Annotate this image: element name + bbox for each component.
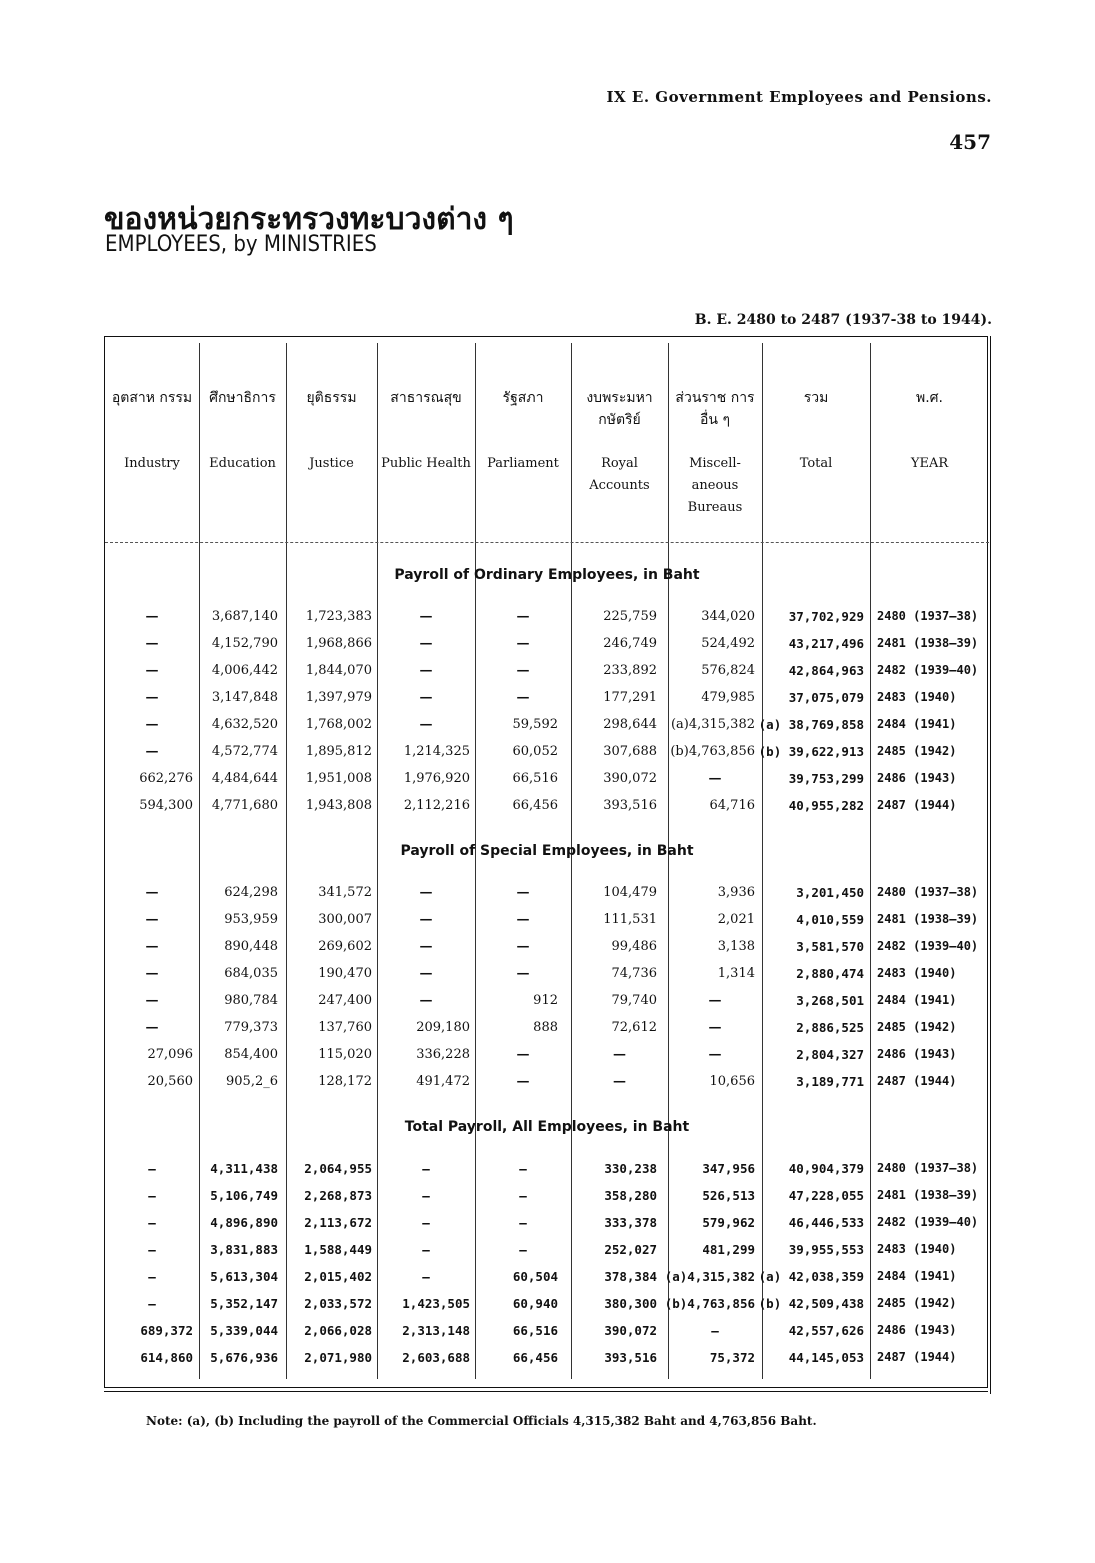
value-cell: 225,759: [603, 609, 657, 624]
value-cell: 2,268,873: [304, 1188, 372, 1203]
year-cell: 2486 (1943): [877, 771, 957, 785]
value-cell: 66,456: [512, 798, 558, 813]
value-cell: 779,373: [224, 1020, 278, 1035]
value-cell: 684,035: [224, 966, 278, 981]
table-row: [105, 1215, 989, 1239]
table-row: [105, 1296, 989, 1320]
value-cell: 3,687,140: [211, 609, 278, 624]
year-cell: 2486 (1943): [877, 1323, 957, 1337]
value-cell: 491,472: [416, 1074, 470, 1089]
value-cell: 104,479: [603, 885, 657, 900]
table-row: [105, 798, 989, 822]
value-cell: —: [516, 1074, 530, 1089]
section-title: Payroll of Ordinary Employees, in Baht: [394, 567, 700, 583]
value-cell: 479,985: [701, 690, 755, 705]
column-header-english: Justice: [309, 456, 354, 471]
column-header: [288, 387, 375, 475]
value-cell: 209,180: [416, 1020, 470, 1035]
value-cell: 912: [533, 993, 558, 1008]
value-cell: —: [145, 636, 159, 651]
value-cell: 854,400: [224, 1047, 278, 1062]
value-cell: 3,147,848: [211, 690, 278, 705]
table-row: [105, 663, 989, 687]
value-cell: —: [422, 1215, 430, 1230]
year-cell: 2484 (1941): [877, 1269, 957, 1283]
value-cell: —: [708, 771, 722, 786]
value-cell: 60,052: [512, 744, 558, 759]
value-cell: 524,492: [701, 636, 755, 651]
column-header-english: Miscell- aneous Bureaus: [687, 456, 743, 515]
column-header-thai: รัฐสภา: [502, 390, 544, 406]
value-cell: 1,951,008: [305, 771, 372, 786]
column-header-thai: งบพระมหา กษัตริย์: [586, 390, 653, 428]
value-cell: —: [419, 663, 433, 678]
value-cell: 74,736: [611, 966, 657, 981]
year-cell: 2483 (1940): [877, 1242, 957, 1256]
value-cell: (b)4,763,856: [670, 744, 755, 759]
table-row: [105, 885, 989, 909]
value-cell: —: [419, 939, 433, 954]
value-cell: 1,214,325: [403, 744, 470, 759]
column-header: [764, 387, 868, 475]
column-header-thai: ยุติธรรม: [306, 390, 357, 406]
value-cell: —: [516, 1047, 530, 1062]
value-cell: (b) 42,509,438: [758, 1296, 864, 1311]
value-cell: —: [708, 1020, 722, 1035]
value-cell: 252,027: [604, 1242, 657, 1257]
value-cell: 1,768,002: [305, 717, 372, 732]
value-cell: 72,612: [611, 1020, 657, 1035]
value-cell: 42,557,626: [788, 1323, 864, 1338]
value-cell: 1,588,449: [304, 1242, 372, 1257]
page-number: 457: [949, 130, 991, 154]
column-header-thai: ศึกษาธิการ: [209, 390, 276, 406]
value-cell: —: [516, 663, 530, 678]
value-cell: —: [419, 717, 433, 732]
value-cell: 300,007: [318, 912, 372, 927]
value-cell: 79,740: [611, 993, 657, 1008]
value-cell: 2,886,525: [796, 1020, 864, 1035]
column-header-thai: รวม: [803, 390, 829, 406]
year-cell: 2480 (1937–38): [877, 609, 979, 623]
value-cell: 44,145,053: [788, 1350, 864, 1365]
value-cell: 1,397,979: [305, 690, 372, 705]
value-cell: 307,688: [603, 744, 657, 759]
table-row: [105, 1047, 989, 1071]
value-cell: 4,484,644: [211, 771, 278, 786]
value-cell: 59,592: [512, 717, 558, 732]
value-cell: 3,268,501: [796, 993, 864, 1008]
year-cell: 2482 (1939–40): [877, 1215, 979, 1229]
column-header-thai: สาธารณสุข: [390, 390, 462, 406]
year-cell: 2481 (1938–39): [877, 636, 979, 650]
table-row: [105, 771, 989, 795]
table-double-rule-right: [990, 336, 991, 1394]
column-header: [107, 387, 197, 475]
value-cell: 3,831,883: [210, 1242, 278, 1257]
value-cell: 614,860: [140, 1350, 193, 1365]
table-row: [105, 1269, 989, 1293]
value-cell: 2,113,672: [304, 1215, 372, 1230]
value-cell: —: [148, 1215, 156, 1230]
value-cell: 4,632,520: [211, 717, 278, 732]
value-cell: 115,020: [318, 1047, 372, 1062]
value-cell: 393,516: [603, 798, 657, 813]
value-cell: 247,400: [318, 993, 372, 1008]
value-cell: 3,581,570: [796, 939, 864, 954]
value-cell: 27,096: [147, 1047, 193, 1062]
value-cell: 2,064,955: [304, 1161, 372, 1176]
payroll-table: [104, 336, 988, 1388]
table-row: [105, 1020, 989, 1044]
value-cell: 46,446,533: [788, 1215, 864, 1230]
value-cell: 347,956: [702, 1161, 755, 1176]
value-cell: 99,486: [611, 939, 657, 954]
value-cell: 905,2_6: [226, 1074, 278, 1089]
value-cell: 2,033,572: [304, 1296, 372, 1311]
year-cell: 2484 (1941): [877, 993, 957, 1007]
year-cell: 2487 (1944): [877, 1350, 957, 1364]
column-header: [379, 387, 473, 475]
value-cell: —: [148, 1242, 156, 1257]
value-cell: 64,716: [709, 798, 755, 813]
value-cell: 2,880,474: [796, 966, 864, 981]
title-english: EMPLOYEES, by MINISTRIES: [105, 232, 377, 257]
column-header-english: Royal Accounts: [589, 456, 650, 493]
value-cell: 2,015,402: [304, 1269, 372, 1284]
column-header-english: Industry: [124, 456, 180, 471]
value-cell: 5,352,147: [210, 1296, 278, 1311]
table-row: [105, 1242, 989, 1266]
value-cell: 380,300: [604, 1296, 657, 1311]
value-cell: 662,276: [139, 771, 193, 786]
column-header-english: Public Health: [381, 456, 471, 471]
year-cell: 2481 (1938–39): [877, 912, 979, 926]
value-cell: —: [145, 744, 159, 759]
title-thai: ของหน่วยกระทรวงทะบวงต่าง ๆ: [104, 202, 514, 237]
value-cell: (a)4,315,382: [664, 1269, 755, 1284]
value-cell: 1,423,505: [402, 1296, 470, 1311]
value-cell: 980,784: [224, 993, 278, 1008]
value-cell: —: [708, 993, 722, 1008]
column-header: [670, 387, 760, 519]
value-cell: —: [516, 966, 530, 981]
value-cell: 2,313,148: [402, 1323, 470, 1338]
value-cell: —: [419, 912, 433, 927]
value-cell: 42,864,963: [788, 663, 864, 678]
value-cell: 344,020: [701, 609, 755, 624]
value-cell: 2,112,216: [403, 798, 470, 813]
table-row: [105, 1350, 989, 1374]
value-cell: (a)4,315,382: [670, 717, 755, 732]
value-cell: 75,372: [709, 1350, 755, 1365]
value-cell: 330,238: [604, 1161, 657, 1176]
value-cell: 5,106,749: [210, 1188, 278, 1203]
year-cell: 2485 (1942): [877, 1296, 957, 1310]
value-cell: 624,298: [224, 885, 278, 900]
value-cell: —: [419, 885, 433, 900]
year-cell: 2483 (1940): [877, 966, 957, 980]
value-cell: 953,959: [224, 912, 278, 927]
value-cell: 4,010,559: [796, 912, 864, 927]
value-cell: —: [613, 1074, 626, 1089]
value-cell: 594,300: [139, 798, 193, 813]
value-cell: 393,516: [604, 1350, 657, 1365]
value-cell: 39,753,299: [788, 771, 864, 786]
value-cell: 3,138: [717, 939, 755, 954]
value-cell: —: [419, 993, 433, 1008]
value-cell: —: [516, 690, 530, 705]
value-cell: 1,976,920: [403, 771, 470, 786]
value-cell: 1,723,383: [305, 609, 372, 624]
year-cell: 2480 (1937–38): [877, 1161, 979, 1175]
year-cell: 2485 (1942): [877, 1020, 957, 1034]
value-cell: 246,749: [603, 636, 657, 651]
value-cell: —: [145, 885, 159, 900]
value-cell: 3,936: [717, 885, 755, 900]
value-cell: —: [148, 1188, 156, 1203]
table-row: [105, 1188, 989, 1212]
value-cell: 37,075,079: [788, 690, 864, 705]
value-cell: 111,531: [603, 912, 657, 927]
value-cell: 4,152,790: [211, 636, 278, 651]
value-cell: 1,968,866: [305, 636, 372, 651]
value-cell: 890,448: [224, 939, 278, 954]
value-cell: 269,602: [318, 939, 372, 954]
value-cell: 10,656: [709, 1074, 755, 1089]
year-cell: 2480 (1937–38): [877, 885, 979, 899]
value-cell: 4,572,774: [211, 744, 278, 759]
value-cell: 4,006,442: [211, 663, 278, 678]
value-cell: 5,676,936: [210, 1350, 278, 1365]
value-cell: 177,291: [603, 690, 657, 705]
year-cell: 2481 (1938–39): [877, 1188, 979, 1202]
value-cell: 2,066,028: [304, 1323, 372, 1338]
value-cell: 5,339,044: [210, 1323, 278, 1338]
value-cell: 39,955,553: [788, 1242, 864, 1257]
value-cell: 3,189,771: [796, 1074, 864, 1089]
table-row: [105, 966, 989, 990]
value-cell: 43,217,496: [788, 636, 864, 651]
value-cell: —: [145, 690, 159, 705]
value-cell: —: [516, 609, 530, 624]
column-header-english: Education: [209, 456, 276, 471]
section-title: Payroll of Special Employees, in Baht: [400, 843, 694, 859]
value-cell: —: [145, 1020, 159, 1035]
value-cell: 190,470: [318, 966, 372, 981]
value-cell: —: [422, 1242, 430, 1257]
value-cell: 390,072: [603, 771, 657, 786]
year-cell: 2482 (1939–40): [877, 939, 979, 953]
value-cell: —: [145, 912, 159, 927]
value-cell: 689,372: [140, 1323, 193, 1338]
table-row: [105, 1323, 989, 1347]
value-cell: —: [516, 912, 530, 927]
value-cell: 4,771,680: [211, 798, 278, 813]
value-cell: 66,516: [512, 1323, 558, 1338]
value-cell: 3,201,450: [796, 885, 864, 900]
year-cell: 2484 (1941): [877, 717, 957, 731]
table-row: [105, 939, 989, 963]
value-cell: 40,904,379: [788, 1161, 864, 1176]
value-cell: —: [422, 1161, 430, 1176]
value-cell: —: [145, 939, 159, 954]
value-cell: 576,824: [701, 663, 755, 678]
table-row: [105, 1161, 989, 1185]
value-cell: 66,456: [512, 1350, 558, 1365]
value-cell: 1,895,812: [305, 744, 372, 759]
column-header-english: Total: [799, 456, 833, 471]
section-title: Total Payroll, All Employees, in Baht: [404, 1119, 690, 1135]
column-header: [201, 387, 284, 475]
value-cell: —: [516, 636, 530, 651]
value-cell: 2,603,688: [402, 1350, 470, 1365]
value-cell: 4,896,890: [210, 1215, 278, 1230]
value-cell: 378,384: [604, 1269, 657, 1284]
value-cell: —: [422, 1269, 430, 1284]
value-cell: (b) 39,622,913: [758, 744, 864, 759]
period-label: B. E. 2480 to 2487 (1937-38 to 1944).: [694, 312, 992, 328]
footnote: Note: (a), (b) Including the payroll of the Commercial Officials 4,315,382 Baht and 4,763,856 Baht.: [146, 1414, 817, 1428]
value-cell: —: [711, 1323, 719, 1338]
value-cell: —: [419, 690, 433, 705]
value-cell: 233,892: [603, 663, 657, 678]
value-cell: 390,072: [604, 1323, 657, 1338]
column-header-thai: ส่วนราช การอื่น ๆ: [675, 390, 755, 428]
table-row: [105, 993, 989, 1017]
value-cell: —: [519, 1188, 527, 1203]
value-cell: 5,613,304: [210, 1269, 278, 1284]
value-cell: 60,940: [512, 1296, 558, 1311]
value-cell: —: [148, 1161, 156, 1176]
value-cell: 2,021: [717, 912, 755, 927]
value-cell: 60,504: [512, 1269, 558, 1284]
header-separator: [105, 542, 989, 543]
value-cell: —: [419, 966, 433, 981]
value-cell: 579,962: [702, 1215, 755, 1230]
table-row: [105, 690, 989, 714]
value-cell: 341,572: [318, 885, 372, 900]
value-cell: 1,943,808: [305, 798, 372, 813]
value-cell: (a) 38,769,858: [758, 717, 864, 732]
value-cell: —: [516, 939, 530, 954]
value-cell: (a) 42,038,359: [758, 1269, 864, 1284]
value-cell: 481,299: [702, 1242, 755, 1257]
value-cell: (b)4,763,856: [664, 1296, 755, 1311]
value-cell: 137,760: [318, 1020, 372, 1035]
year-cell: 2486 (1943): [877, 1047, 957, 1061]
running-title: IX E. Government Employees and Pensions.: [606, 88, 992, 106]
column-header: [477, 387, 569, 475]
value-cell: 526,513: [702, 1188, 755, 1203]
value-cell: 298,644: [603, 717, 657, 732]
value-cell: —: [145, 609, 159, 624]
column-header-thai: อุตสาห กรรม: [111, 390, 193, 406]
value-cell: —: [613, 1047, 626, 1062]
year-cell: 2487 (1944): [877, 798, 957, 812]
value-cell: —: [145, 717, 159, 732]
table-row: [105, 912, 989, 936]
table-row: [105, 744, 989, 768]
column-header: [872, 387, 987, 475]
value-cell: —: [419, 636, 433, 651]
value-cell: 20,560: [147, 1074, 193, 1089]
value-cell: 128,172: [318, 1074, 372, 1089]
value-cell: —: [519, 1242, 527, 1257]
value-cell: —: [422, 1188, 430, 1203]
table-row: [105, 609, 989, 633]
value-cell: —: [519, 1161, 527, 1176]
value-cell: 358,280: [604, 1188, 657, 1203]
value-cell: —: [145, 663, 159, 678]
value-cell: —: [145, 993, 159, 1008]
value-cell: 1,314: [717, 966, 755, 981]
value-cell: 1,844,070: [305, 663, 372, 678]
value-cell: 2,071,980: [304, 1350, 372, 1365]
value-cell: —: [419, 609, 433, 624]
value-cell: 47,228,055: [788, 1188, 864, 1203]
table-row: [105, 636, 989, 660]
table-row: [105, 717, 989, 741]
value-cell: 2,804,327: [796, 1047, 864, 1062]
value-cell: —: [145, 966, 159, 981]
column-header-thai: พ.ศ.: [915, 390, 943, 406]
year-cell: 2483 (1940): [877, 690, 957, 704]
value-cell: —: [148, 1269, 156, 1284]
value-cell: —: [519, 1215, 527, 1230]
value-cell: 37,702,929: [788, 609, 864, 624]
year-cell: 2485 (1942): [877, 744, 957, 758]
value-cell: —: [708, 1047, 722, 1062]
table-row: [105, 1074, 989, 1098]
table-double-rule: [104, 1391, 988, 1392]
column-header-english: Parliament: [487, 456, 559, 471]
value-cell: —: [516, 885, 530, 900]
column-header-english: YEAR: [910, 456, 949, 471]
value-cell: 888: [533, 1020, 558, 1035]
year-cell: 2487 (1944): [877, 1074, 957, 1088]
year-cell: 2482 (1939–40): [877, 663, 979, 677]
value-cell: 40,955,282: [788, 798, 864, 813]
column-header: [573, 387, 666, 497]
value-cell: 66,516: [512, 771, 558, 786]
value-cell: 4,311,438: [210, 1161, 278, 1176]
value-cell: 333,378: [604, 1215, 657, 1230]
value-cell: —: [148, 1296, 156, 1311]
value-cell: 336,228: [416, 1047, 470, 1062]
